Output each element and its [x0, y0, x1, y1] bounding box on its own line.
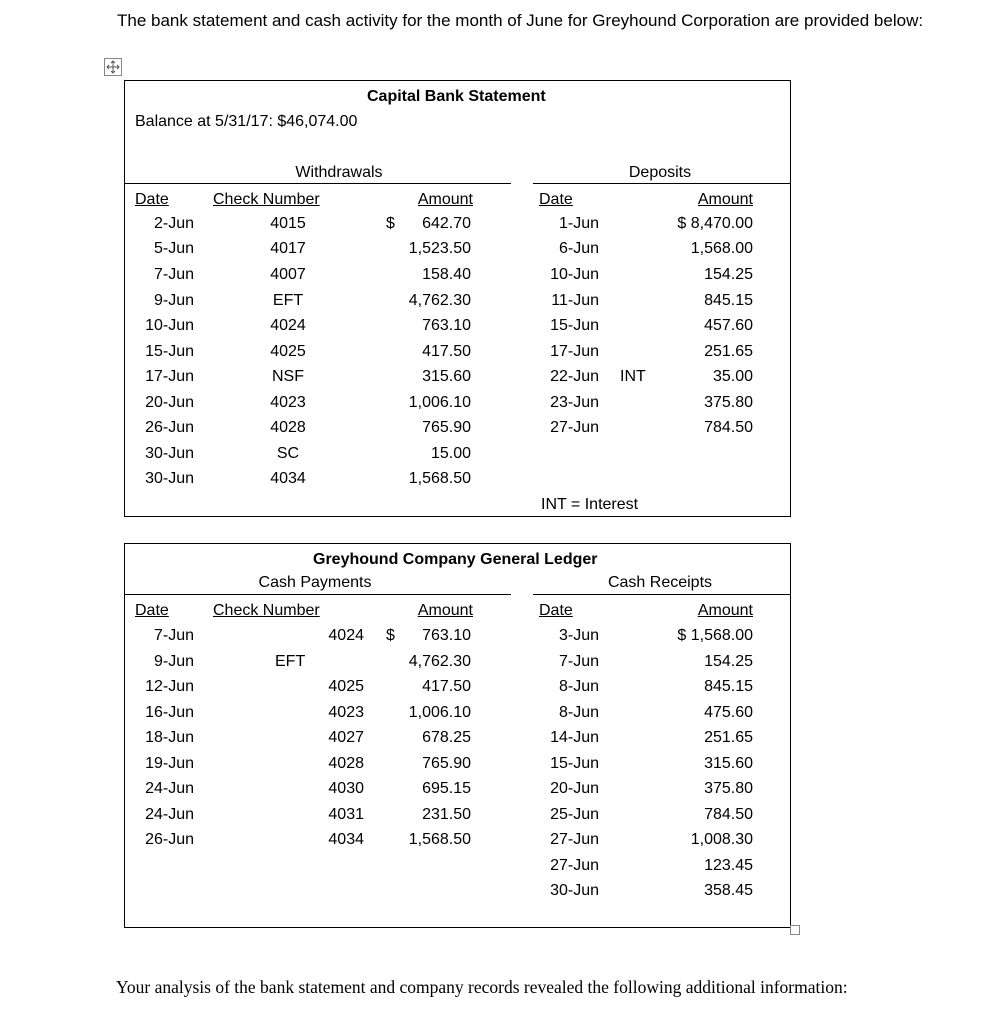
bank-statement-title: Capital Bank Statement [367, 88, 546, 105]
row-amount: 4,762.30 [408, 653, 471, 670]
row-amount: 784.50 [704, 419, 753, 436]
row-date: 18-Jun [145, 729, 194, 746]
row-date: 7-Jun [153, 266, 194, 283]
row-check-number: 4024 [270, 317, 306, 334]
row-date: 24-Jun [145, 806, 194, 823]
row-date: 10-Jun [550, 266, 599, 283]
row-date: 8-Jun [558, 678, 599, 695]
row-amount: 251.65 [704, 729, 753, 746]
row-date: 25-Jun [550, 806, 599, 823]
deposits-heading: Deposits [628, 164, 692, 181]
row-date: 30-Jun [145, 445, 194, 462]
row-eft: EFT [275, 653, 306, 670]
row-check-number: 4034 [270, 470, 306, 487]
row-amount: 375.80 [704, 780, 753, 797]
row-amount: 475.60 [704, 704, 753, 721]
row-check-number: 4023 [270, 394, 306, 411]
interest-footnote: INT = Interest [541, 496, 639, 513]
withdrawals-col-date: Date [135, 191, 169, 208]
table-move-handle[interactable] [104, 58, 122, 76]
deposits-col-amount: Amount [697, 191, 753, 208]
row-amount: 1,568.50 [408, 470, 471, 487]
row-amount: 35.00 [712, 368, 753, 385]
row-date: 27-Jun [550, 419, 599, 436]
row-amount: 4,762.30 [408, 292, 471, 309]
row-amount: 417.50 [422, 343, 471, 360]
row-date: 26-Jun [145, 419, 194, 436]
row-amount: 765.90 [422, 419, 471, 436]
row-date: 27-Jun [550, 857, 599, 874]
row-amount: 315.60 [704, 755, 753, 772]
withdrawals-col-amount: Amount [417, 191, 473, 208]
row-amount: $ 8,470.00 [677, 215, 753, 232]
row-amount: 417.50 [422, 678, 471, 695]
opening-balance: Balance at 5/31/17: $46,074.00 [135, 113, 358, 130]
row-date: 17-Jun [550, 343, 599, 360]
row-amount: 763.10 [422, 317, 471, 334]
row-amount: 678.25 [422, 729, 471, 746]
move-arrows-icon [106, 60, 120, 74]
row-date: 11-Jun [551, 292, 599, 309]
cash-receipts-heading-rule [533, 594, 790, 595]
row-check-number: 4015 [270, 215, 306, 232]
withdrawals-col-check-number: Check Number [213, 191, 320, 208]
row-amount: 765.90 [422, 755, 471, 772]
row-amount: 1,006.10 [408, 394, 471, 411]
row-date: 15-Jun [550, 755, 599, 772]
row-amount: 845.15 [704, 678, 753, 695]
row-date: 20-Jun [145, 394, 194, 411]
row-amount: 251.65 [704, 343, 753, 360]
row-date: 30-Jun [145, 470, 194, 487]
receipts-col-amount: Amount [697, 602, 753, 619]
row-date: 17-Jun [145, 368, 194, 385]
row-check-number: 4034 [328, 831, 364, 848]
withdrawals-heading-rule [125, 183, 511, 184]
row-date: 19-Jun [145, 755, 194, 772]
table-resize-handle[interactable] [790, 925, 800, 935]
row-check-number: 4030 [328, 780, 364, 797]
outro-paragraph: Your analysis of the bank statement and company records revealed the following additional information: [116, 977, 848, 997]
deposits-heading-rule [533, 183, 790, 184]
row-amount: 358.45 [704, 882, 753, 899]
row-amount: 231.50 [422, 806, 471, 823]
row-amount: 1,523.50 [408, 240, 471, 257]
row-check-number: 4027 [328, 729, 364, 746]
row-amount: 763.10 [422, 627, 471, 644]
row-date: 5-Jun [153, 240, 194, 257]
row-date: 20-Jun [550, 780, 599, 797]
row-amount: 375.80 [704, 394, 753, 411]
row-date: 2-Jun [153, 215, 194, 232]
row-check-number: 4023 [328, 704, 364, 721]
row-date: 30-Jun [550, 882, 599, 899]
row-currency: $ [386, 215, 395, 232]
row-amount: 1,006.10 [408, 704, 471, 721]
row-amount: 784.50 [704, 806, 753, 823]
row-check-number: 4031 [328, 806, 364, 823]
row-amount: 158.40 [422, 266, 471, 283]
row-amount: 1,008.30 [690, 831, 753, 848]
row-amount: $ 1,568.00 [677, 627, 753, 644]
row-amount: 123.45 [704, 857, 753, 874]
cash-payments-heading: Cash Payments [258, 574, 372, 591]
cash-receipts-heading: Cash Receipts [607, 574, 713, 591]
row-date: 9-Jun [153, 653, 194, 670]
row-date: 22-Jun [550, 368, 599, 385]
row-date: 14-Jun [550, 729, 599, 746]
bank-statement-table [124, 80, 791, 517]
row-date: 7-Jun [558, 653, 599, 670]
payments-col-check-number: Check Number [213, 602, 320, 619]
row-currency: $ [386, 627, 395, 644]
cash-payments-heading-rule [125, 594, 511, 595]
row-amount: 1,568.50 [408, 831, 471, 848]
row-date: 8-Jun [558, 704, 599, 721]
row-date: 15-Jun [550, 317, 599, 334]
row-check-number: 4028 [270, 419, 306, 436]
receipts-col-date: Date [539, 602, 573, 619]
general-ledger-table [124, 543, 791, 928]
row-check-number: 4024 [328, 627, 364, 644]
deposits-col-date: Date [539, 191, 573, 208]
row-check-number: NSF [272, 368, 304, 385]
row-amount: 154.25 [704, 266, 753, 283]
row-check-number: SC [276, 445, 300, 462]
row-note: INT [620, 368, 646, 385]
row-check-number: 4017 [270, 240, 306, 257]
payments-col-date: Date [135, 602, 169, 619]
row-date: 24-Jun [145, 780, 194, 797]
payments-col-amount: Amount [417, 602, 473, 619]
row-amount: 845.15 [704, 292, 753, 309]
row-check-number: EFT [272, 292, 304, 309]
intro-paragraph: The bank statement and cash activity for the month of June for Greyhound Corporation are provided below: [117, 11, 924, 30]
row-amount: 15.00 [430, 445, 471, 462]
row-amount: 1,568.00 [690, 240, 753, 257]
row-date: 10-Jun [145, 317, 194, 334]
row-date: 1-Jun [558, 215, 599, 232]
row-date: 15-Jun [145, 343, 194, 360]
row-date: 12-Jun [145, 678, 194, 695]
row-check-number: 4028 [328, 755, 364, 772]
row-check-number: 4025 [270, 343, 306, 360]
row-date: 9-Jun [153, 292, 194, 309]
row-amount: 695.15 [422, 780, 471, 797]
row-amount: 154.25 [704, 653, 753, 670]
ledger-title: Greyhound Company General Ledger [313, 551, 598, 568]
row-date: 7-Jun [153, 627, 194, 644]
row-date: 16-Jun [145, 704, 194, 721]
row-date: 6-Jun [558, 240, 599, 257]
row-amount: 315.60 [422, 368, 471, 385]
row-date: 27-Jun [550, 831, 599, 848]
withdrawals-heading: Withdrawals [295, 164, 383, 181]
row-amount: 642.70 [422, 215, 471, 232]
row-date: 23-Jun [550, 394, 599, 411]
row-check-number: 4025 [328, 678, 364, 695]
row-date: 3-Jun [558, 627, 599, 644]
row-check-number: 4007 [270, 266, 306, 283]
row-amount: 457.60 [704, 317, 753, 334]
row-date: 26-Jun [145, 831, 194, 848]
